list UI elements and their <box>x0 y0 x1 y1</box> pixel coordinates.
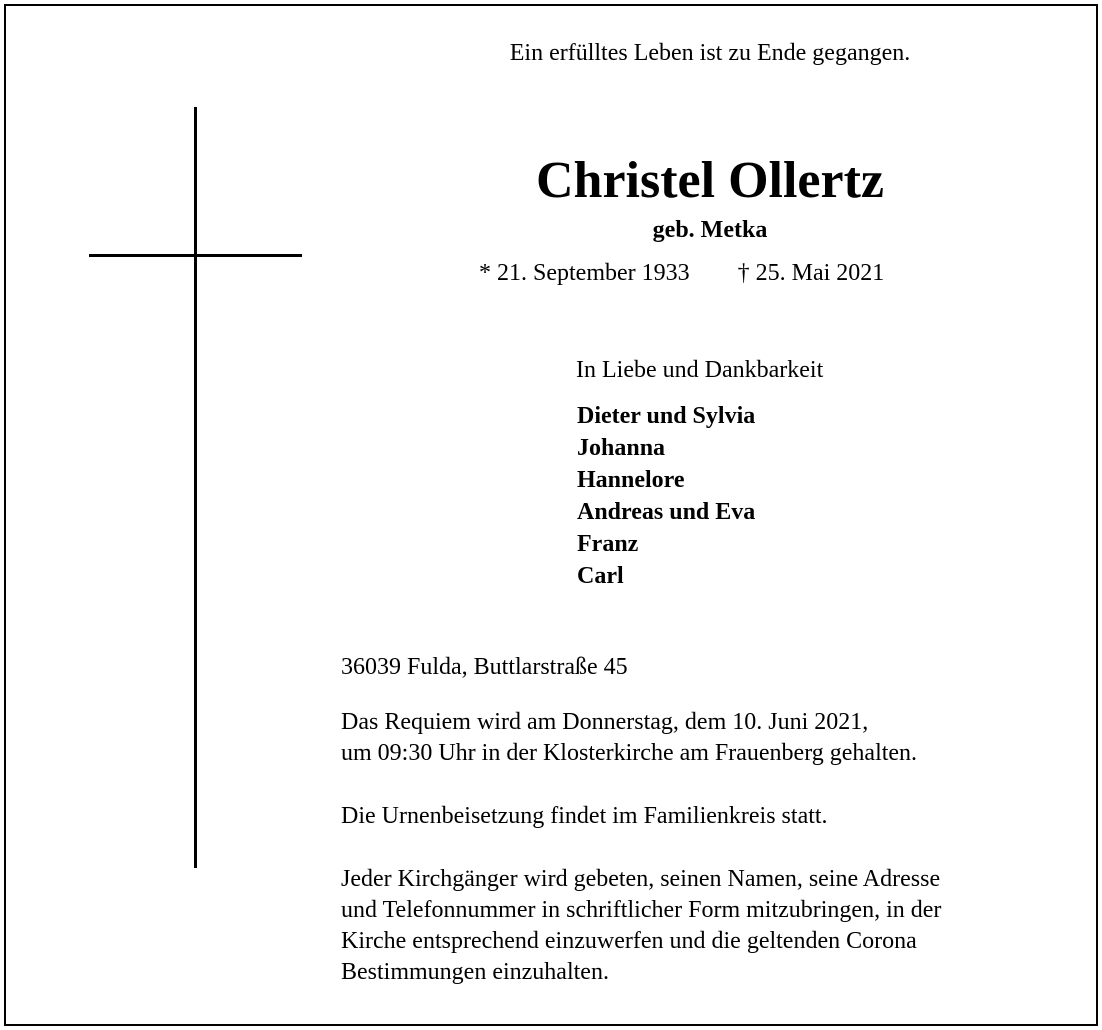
corona-line: Kirche entsprechend einzuwerfen und die geltenden Corona <box>341 928 917 954</box>
cross-vertical-bar <box>194 107 197 868</box>
mourner: Franz <box>577 531 639 557</box>
mourners-list <box>577 400 755 592</box>
corona-notice <box>341 864 941 988</box>
birth-date: * 21. September 1933 <box>479 260 690 286</box>
mourner: Dieter und Sylvia <box>577 403 756 429</box>
mourner: Andreas und Eva <box>577 499 756 525</box>
mourner: Carl <box>577 563 624 589</box>
mourner: Hannelore <box>577 467 685 493</box>
requiem-notice <box>341 707 917 769</box>
family-address: 36039 Fulda, Buttlarstraße 45 <box>341 654 628 680</box>
corona-line: Jeder Kirchgänger wird gebeten, seinen Namen, seine Adresse <box>341 866 941 892</box>
corona-line: und Telefonnummer in schriftlicher Form mitzubringen, in der <box>341 897 942 923</box>
burial-notice <box>341 801 828 832</box>
burial-line: Die Urnenbeisetzung findet im Familienkreis statt. <box>341 803 828 829</box>
corona-line: Bestimmungen einzuhalten. <box>341 959 609 985</box>
life-dates <box>479 258 884 288</box>
maiden-name: geb. Metka <box>652 217 768 243</box>
death-date: † 25. Mai 2021 <box>737 260 885 286</box>
thanks-line: In Liebe und Dankbarkeit <box>576 357 824 383</box>
deceased-name: Christel Ollertz <box>536 152 884 209</box>
requiem-line: Das Requiem wird am Donnerstag, dem 10. Juni 2021, <box>341 709 869 735</box>
mourner: Johanna <box>577 435 666 461</box>
requiem-line: um 09:30 Uhr in der Klosterkirche am Frauenberg gehalten. <box>341 740 918 766</box>
cross-horizontal-bar <box>89 254 302 257</box>
motto: Ein erfülltes Leben ist zu Ende gegangen. <box>509 40 911 66</box>
